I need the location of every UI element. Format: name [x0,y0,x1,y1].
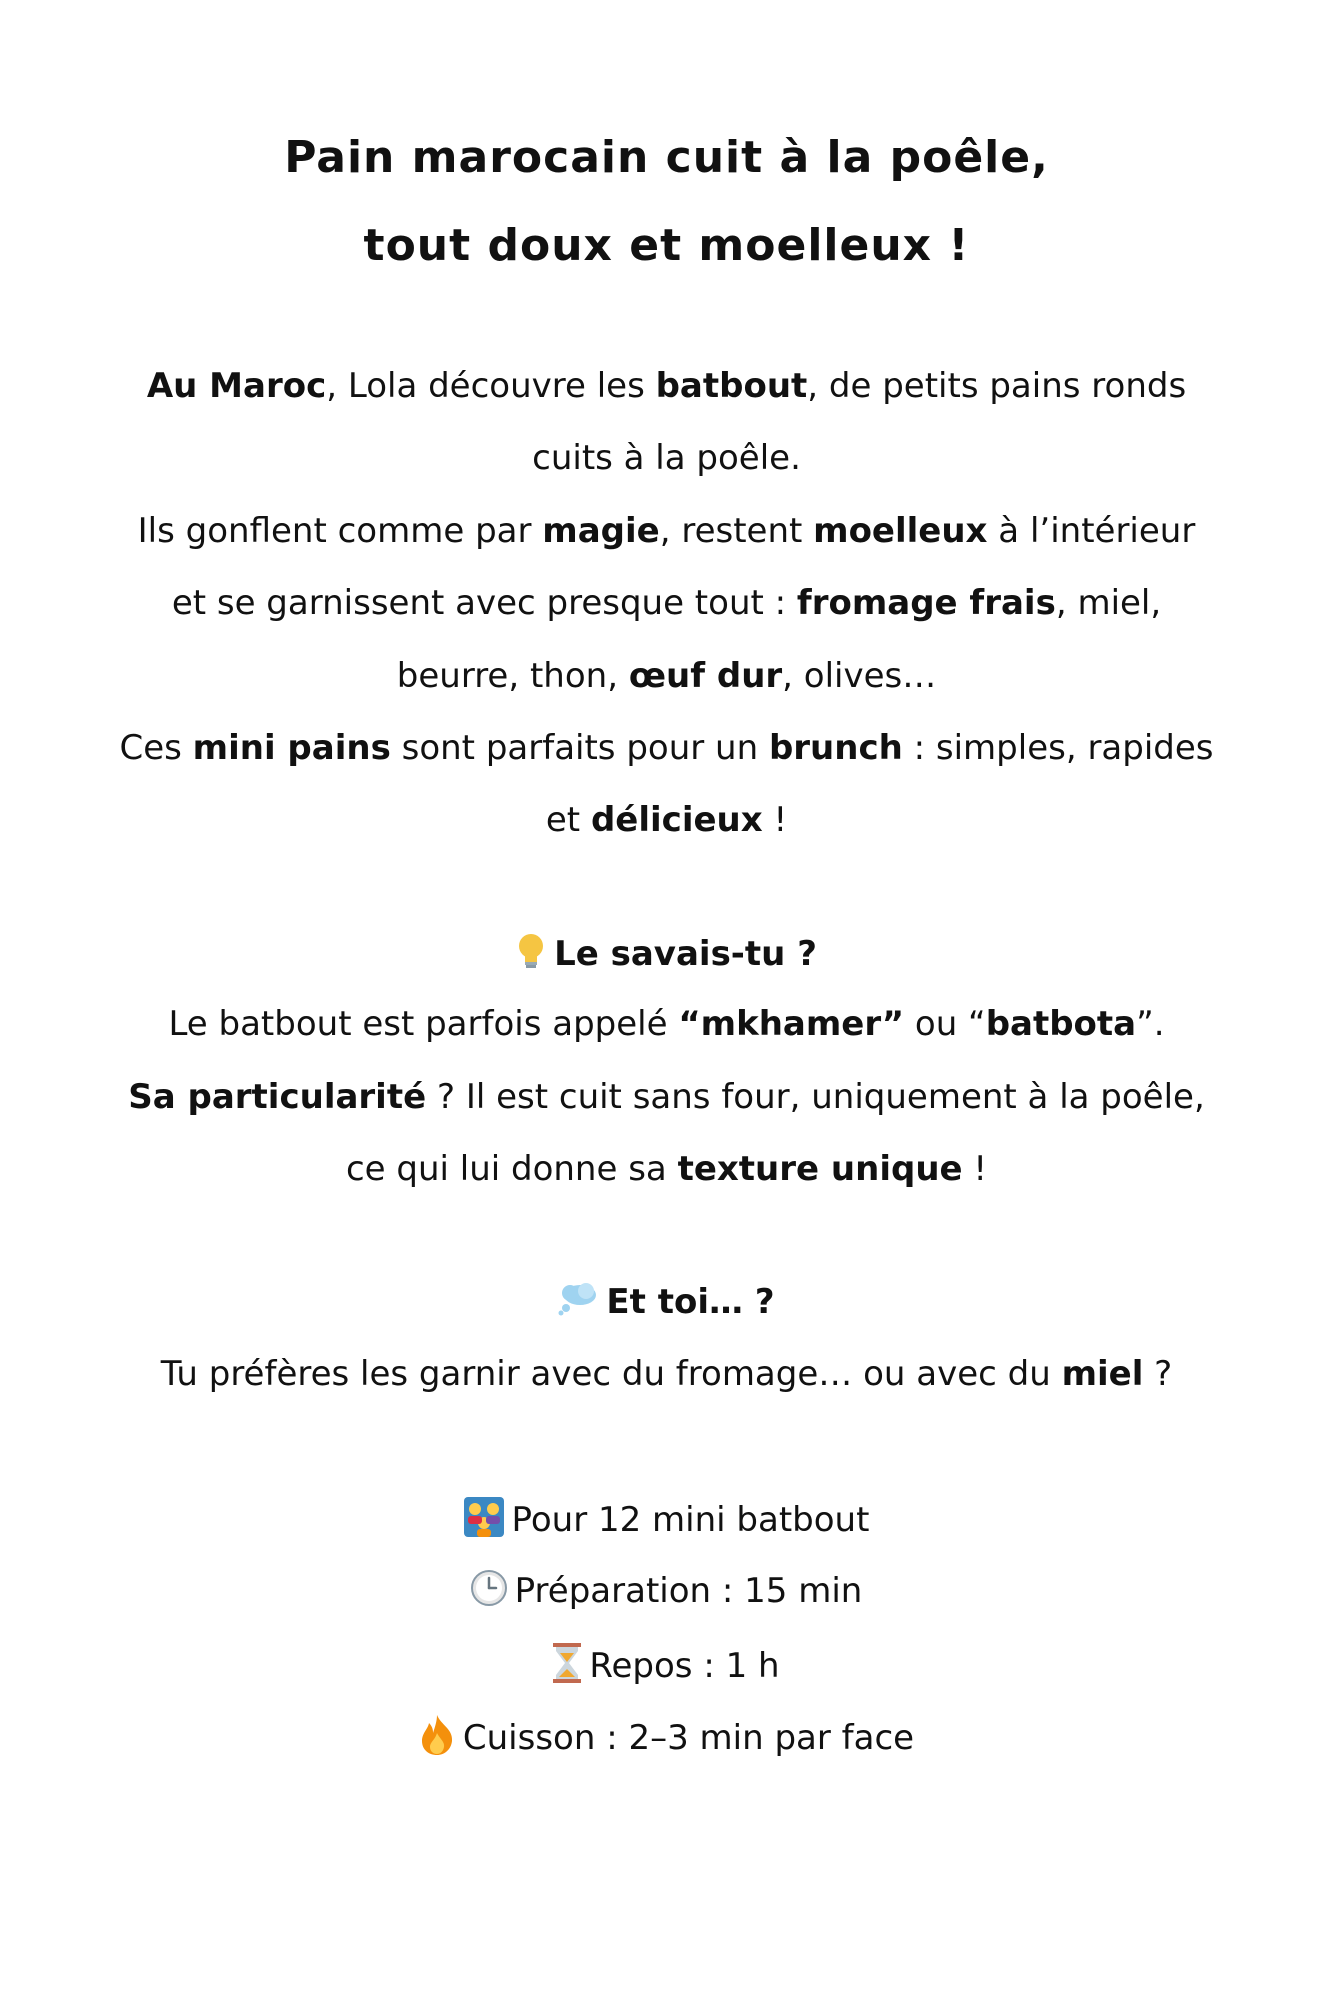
fact-heading-text: Le savais-tu ? [554,934,817,974]
prep-text: Préparation : 15 min [514,1571,863,1611]
fact-text: ? Il est cuit sans four, uniquement à la poêle, [426,1077,1205,1117]
fact-line-3 [0,1149,1333,1189]
fact-text: Le batbout est parfois appelé [168,1004,679,1044]
title-line-1: Pain marocain cuit à la poêle, [284,132,1049,183]
cook-line [0,1715,1333,1764]
cook-text: Cuisson : 2–3 min par face [462,1718,915,1758]
intro-bold-magie: magie [542,511,660,551]
thought-bubble-icon [558,1282,598,1325]
intro-bold-fromage: fromage frais [796,583,1056,623]
fact-bold-particularite: Sa particularité [128,1077,427,1117]
question-line-1 [0,1354,1333,1394]
intro-line-7 [0,800,1333,840]
intro-text: beurre, thon, [396,656,629,696]
rest-text: Repos : 1 h [589,1646,780,1686]
rest-line [0,1643,1333,1692]
intro-bold-mini-pains: mini pains [192,728,391,768]
intro-text: , miel, [1055,583,1162,623]
fact-line-1 [0,1004,1333,1044]
question-text: ? [1143,1354,1173,1394]
intro-text: Ces [119,728,193,768]
intro-line-4 [0,583,1333,623]
fact-text: ! [962,1149,988,1189]
fact-text: ou “ [904,1004,986,1044]
question-heading [0,1282,1333,1325]
fact-bold-texture: texture unique [677,1149,963,1189]
intro-bold-batbout: batbout [655,366,808,406]
fact-bold-batbota: batbota [985,1004,1137,1044]
title-line-2: tout doux et moelleux ! [363,220,970,271]
intro-bold-delicieux: délicieux [590,800,763,840]
question-text: Tu préfères les garnir avec du fromage… ou avec du [160,1354,1062,1394]
intro-bold-oeuf: œuf dur [628,656,783,696]
fact-line-2 [0,1077,1333,1117]
lightbulb-icon [516,932,546,979]
fact-bold-mkhamer: “mkhamer” [678,1004,905,1044]
family-icon [464,1497,504,1546]
intro-text: , olives… [782,656,937,696]
intro-text: Ils gonflent comme par [137,511,543,551]
intro-line-2: cuits à la poêle. [532,438,801,478]
intro-text: : simples, rapides [902,728,1214,768]
servings-line [0,1497,1333,1546]
intro-text: et [545,800,591,840]
prep-line [0,1570,1333,1615]
hourglass-icon [553,1643,581,1692]
intro-text: , Lola découvre les [326,366,656,406]
intro-text: ! [762,800,788,840]
intro-text: , de petits pains ronds [807,366,1187,406]
intro-bold-brunch: brunch [768,728,903,768]
clock-icon [471,1570,507,1615]
fact-text: ce qui lui donne sa [345,1149,678,1189]
intro-text: , restent [659,511,814,551]
intro-bold-maroc: Au Maroc [146,366,327,406]
intro-line-3 [0,511,1333,551]
question-bold-miel: miel [1061,1354,1144,1394]
question-heading-text: Et toi… ? [606,1282,775,1322]
intro-line-1 [0,366,1333,406]
fact-heading [0,932,1333,979]
intro-text: à l’intérieur [987,511,1196,551]
intro-text: et se garnissent avec presque tout : [171,583,797,623]
intro-line-5 [0,656,1333,696]
intro-bold-moelleux: moelleux [813,511,988,551]
fact-text: ”. [1136,1004,1165,1044]
intro-line-6 [0,728,1333,768]
servings-text: Pour 12 mini batbout [511,1500,870,1540]
intro-text: sont parfaits pour un [390,728,769,768]
fire-icon [419,1715,455,1764]
